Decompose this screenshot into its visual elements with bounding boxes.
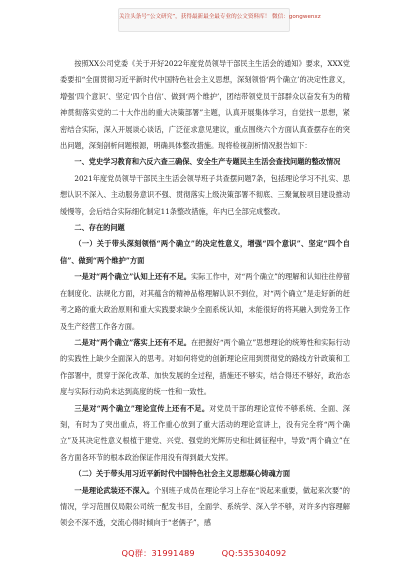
footer-contacts <box>0 548 408 559</box>
problem-3-text: 对党员干部的理论宣传不够系统、全面、深刻，有时为了突出重点，将工作重心放到了重大活动的理论宣讲上，没有完全将“两个确立”及其决定性意义根植于建党、兴党、强党的光辉历史和壮阔征程中，导致“两个确立”在各方面各环节的根本政治保证作用没有得到最大发挥。 <box>60 403 350 462</box>
problem-4-lead: 一是理论武装还不深入。 <box>74 485 155 495</box>
problem-3-lead: 三是对“两个确立”理论宣传上还有不足。 <box>74 403 210 413</box>
banner-text: 关注头条号“公文研究”，获得最新最全最专业的公文资料库！ 微信：gongwenxz <box>119 14 321 20</box>
paragraph-problem-4 <box>60 483 350 532</box>
problem-1-lead: 一是对“两个确立”认知上还有不足。 <box>74 272 192 282</box>
section-heading-2: 二、存在的问题 <box>74 223 125 233</box>
problem-2-lead: 二是对“两个确立”落实上还有不足。 <box>74 337 192 347</box>
header-banner <box>118 8 321 32</box>
footer-qq-group: QQ群：31991489 <box>121 548 195 558</box>
problem-4-text: 个别班子成员在理论学习上存在“说起来重要，做起来次要”的情况，学习范围仅局限公司统一配发书目，全面学、系统学、深入学不够，对许多内容理解领会不深不透，交流心得时倾向于“老俩子”，感 <box>60 485 350 528</box>
footer-qq-number: QQ:535304092 <box>221 548 287 558</box>
section-heading-1: 一、党史学习教育和六反六查三确保、安全生产专题民主生活会查找问题的整改情况 <box>74 157 341 167</box>
paragraph-problem-2 <box>60 335 350 401</box>
intro-paragraph: 按照XX公司党委《关于开好2022年度党员领导干部民主生活会的通知》要求，XXX党委要扣“全面贯彻习近平新时代中国特色社会主义思想，深刻领悟‘两个确立’的决定性意义，增强‘四个意识’、坚定‘四个自信’、做到‘两个维护’，团结带领党员干部群众以奋发有为的精神贯彻落实党的二十大作出的重大决策部署”主题，认真开展集体学习，自觉找一思想，紧密结合实际，深入开展谈心谈话，广泛征求意见建议，重点围绕六个方面认真查摆存在的突出问题，深刻剖析问题根源，明确具体整改措施。现将检视剖析情况报告如下： <box>60 59 350 151</box>
subsection-heading-2: （二）关于带头用习近平新时代中国特色社会主义思想凝心铸魂方面 <box>74 469 291 479</box>
subsection-heading-1: （一）关于带头深刻领悟“两个确立”的决定性意义，增强“四个意识”、坚定“四个自信”、做到“两个维护”方面 <box>60 239 350 265</box>
problem-1-text: 实际工作中，对“两个确立”的理解和认知往往停留在制度化、法规化方面，对其蕴含的精神品格理解认识不到位，对“两个确立”是走好新的赶考之路的重大政治原则和重大实践要求缺少全面系统认知，未能很好的将其融入到党务工作及生产经营工作各方面。 <box>60 272 350 331</box>
paragraph-problem-3 <box>60 401 350 467</box>
document-body <box>60 56 350 532</box>
paragraph-rectification: 2021年度党员领导干部民主生活会领导班子共查摆问题7条，包括理论学习不扎实、思想认识不深入、主动服务意识不强、贯彻落实上级决策部署不彻底、三聚氰胺项目建设推动缓慢等，会后结合实际细化制定11条整改措施，年内已全部完成整改。 <box>60 173 350 216</box>
paragraph-problem-1 <box>60 269 350 335</box>
problem-2-text: 在把握好“两个确立”思想理论的统筹性和实际行动的实践性上缺少全面深入的思考。对如何将党的创新理论应用到贯彻党的路线方针政策和工作部署中，贯穿于深化改革、加快发展的全过程，措施还不够实，结合得还不够好，政治态度与实际行动尚未达到高度的统一性和一致性。 <box>60 337 350 397</box>
